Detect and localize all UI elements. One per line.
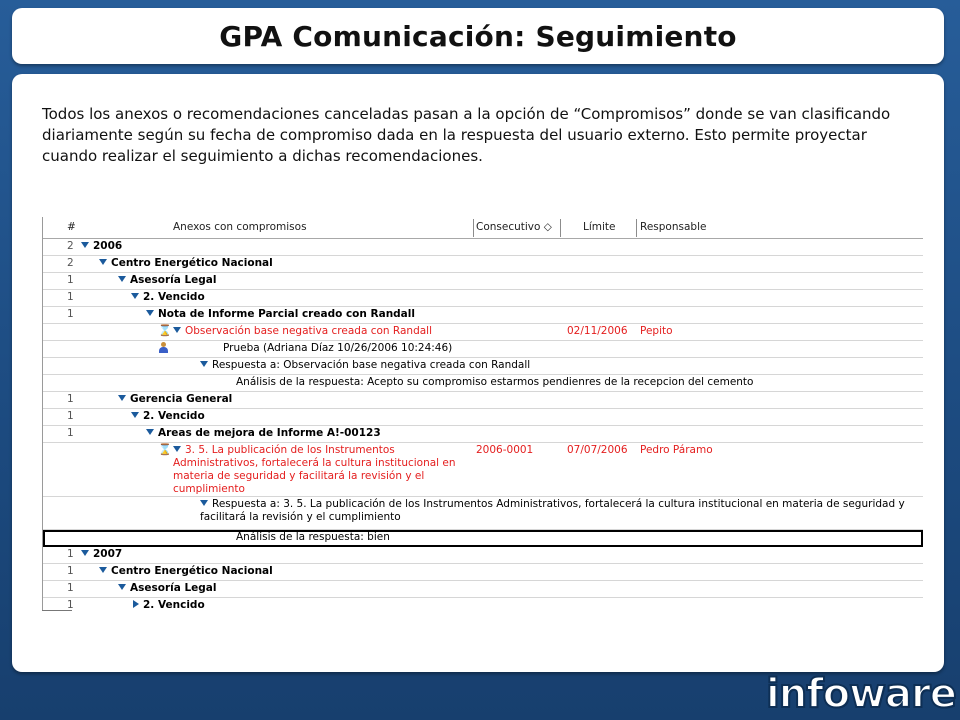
header-limite[interactable]: Límite [583,221,616,233]
responsible: Pepito [640,325,673,337]
tree-node[interactable] [173,444,469,496]
expand-arrow-icon[interactable] [200,361,208,367]
title-bar [12,8,944,64]
table-row[interactable] [43,290,923,307]
user-icon [159,342,168,353]
hourglass-icon: ⌛ [158,324,172,337]
tree-node[interactable] [146,308,415,321]
table-row[interactable] [43,598,923,610]
table-row[interactable] [43,273,923,290]
expand-arrow-icon[interactable] [200,500,208,506]
intro-text: Todos los anexos o recomendaciones canceladas pasan a la opción de “Compromisos” donde se van clasificando diariamente según su fecha de compromiso dada en la respuesta del usuario externo. Esto permite proyectar cuando realizar el seguimiento a dichas recomendaciones. [42,105,891,165]
table-row[interactable] [43,256,923,273]
tree-node[interactable] [118,393,232,406]
expand-arrow-icon[interactable] [146,310,154,316]
row-count: 2 [67,257,74,269]
grid-header [43,217,923,239]
node-label: 2. Vencido [143,599,205,610]
row-count: 1 [67,582,74,594]
row-count: 1 [67,427,74,439]
row-count: 1 [67,393,74,405]
node-label: Observación base negativa creada con Randall [185,325,433,337]
row-count: 1 [67,410,74,422]
tree-node[interactable] [81,240,122,253]
collapse-arrow-icon[interactable] [133,600,139,608]
expand-arrow-icon[interactable] [81,550,89,556]
tree-node[interactable] [131,410,205,423]
expand-arrow-icon[interactable] [118,276,126,282]
column-separator[interactable] [560,219,561,237]
limit-date: 07/07/2006 [567,444,628,456]
column-separator[interactable] [473,219,474,237]
tree-node[interactable] [118,274,217,287]
tree-node[interactable] [118,582,217,595]
tree-node[interactable] [133,599,205,610]
header-num[interactable]: # [67,221,76,233]
table-row[interactable] [43,497,923,530]
table-row[interactable] [43,307,923,324]
node-label: 2006 [93,240,123,252]
expand-arrow-icon[interactable] [173,446,181,452]
node-label: 2. Vencido [143,410,205,422]
content-panel [12,74,944,672]
column-separator[interactable] [636,219,637,237]
table-row[interactable] [43,392,923,409]
table-row[interactable] [43,239,923,256]
row-count: 1 [67,565,74,577]
expand-arrow-icon[interactable] [131,293,139,299]
tree-node[interactable] [200,359,530,372]
table-row[interactable] [43,324,923,341]
expand-arrow-icon[interactable] [131,412,139,418]
tree-node[interactable] [99,565,273,578]
row-count: 1 [67,308,74,320]
node-label: Gerencia General [130,393,233,405]
row-count: 1 [67,274,74,286]
expand-arrow-icon[interactable] [118,584,126,590]
tree-node[interactable] [146,427,381,440]
node-label: 3. 5. La publicación de los Instrumentos Administrativos, fortalecerá la cultura institucional en materia de seguridad y facilitará la revisión y el cumplimiento [173,444,456,495]
grid-rows [43,239,923,610]
page-title: GPA Comunicación: Seguimiento [219,19,737,53]
node-label: Asesoría Legal [130,274,217,286]
table-row[interactable] [43,564,923,581]
consecutive: 2006-0001 [476,444,534,456]
node-label: Centro Energético Nacional [111,565,273,577]
expand-arrow-icon[interactable] [173,327,181,333]
row-count: 1 [67,599,74,610]
table-row[interactable] [43,358,923,375]
table-row[interactable] [43,581,923,598]
tree-node[interactable] [173,325,432,338]
hourglass-icon: ⌛ [158,443,172,456]
analysis-label: Análisis de la respuesta: Acepto su compromiso estarmos pendienres de la recepcion del cemento [236,376,754,388]
expand-arrow-icon[interactable] [99,259,107,265]
node-label: Centro Energético Nacional [111,257,273,269]
analysis-label: Análisis de la respuesta: bien [236,531,390,543]
row-count: 1 [67,548,74,560]
expand-arrow-icon[interactable] [146,429,154,435]
node-label: 2. Vencido [143,291,205,303]
node-label: Nota de Informe Parcial creado con Randall [158,308,415,320]
expand-arrow-icon[interactable] [99,567,107,573]
tree-node[interactable] [200,498,918,524]
row-count: 1 [67,291,74,303]
table-row[interactable] [43,375,923,392]
tree-node[interactable] [131,291,205,304]
node-label: Areas de mejora de Informe A!-00123 [158,427,381,439]
tree-node[interactable] [99,257,273,270]
infoware-logo: infoware [766,671,956,717]
table-row[interactable] [43,443,923,497]
row-count: 2 [67,240,74,252]
table-row[interactable] [43,409,923,426]
tree-node[interactable] [81,548,122,561]
table-row[interactable] [43,547,923,564]
expand-arrow-icon[interactable] [81,242,89,248]
limit-date: 02/11/2006 [567,325,628,337]
expand-arrow-icon[interactable] [118,395,126,401]
node-label: Respuesta a: Observación base negativa creada con Randall [212,359,531,371]
node-label: Asesoría Legal [130,582,217,594]
table-row-selected[interactable] [43,530,923,547]
grid-bottom-edge [42,610,72,611]
responsible: Pedro Páramo [640,444,713,456]
header-anexos[interactable]: Anexos con compromisos [173,221,307,233]
header-consecutivo[interactable]: Consecutivo ◇ [476,221,552,233]
table-row[interactable] [43,426,923,443]
table-row[interactable] [43,341,923,358]
comment-label: Prueba (Adriana Díaz 10/26/2006 10:24:46) [223,342,453,354]
header-responsable[interactable]: Responsable [640,221,707,233]
commitments-grid [42,217,923,610]
node-label: Respuesta a: 3. 5. La publicación de los Instrumentos Administrativos, fortalecerá la cultura institucional en materia de seguridad y facilitará la revisión y el cumplimiento [200,498,905,523]
node-label: 2007 [93,548,123,560]
